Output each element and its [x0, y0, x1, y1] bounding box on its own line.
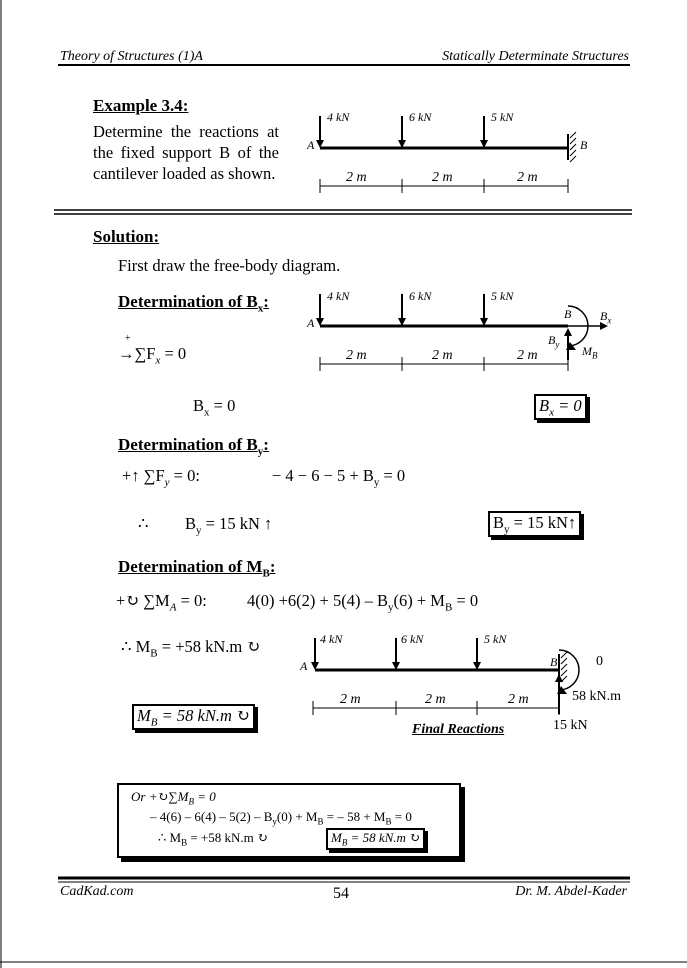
alt-line-1: $Or +↻\sum M_B = 0$: [131, 789, 216, 807]
load-label-2: 6 kN: [409, 110, 432, 124]
fbd-point-a: A: [307, 316, 315, 330]
final-caption: Final Reactions: [412, 722, 505, 737]
fbd-point-b: B: [564, 307, 572, 321]
page-number: 54: [333, 885, 349, 902]
final-zero-label: 0: [596, 654, 603, 669]
final-load-2: 6 kN: [401, 632, 424, 646]
by-result: $B_y = 15$ kN ↑: [185, 514, 273, 537]
header-left: Theory of Structures (1)A: [60, 49, 203, 64]
load-label-3: 5 kN: [491, 110, 514, 124]
alt-line-3: ∴ $M_B = +58$ kN.m ↻: [158, 830, 268, 848]
fbd-load-3: 5 kN: [491, 289, 514, 303]
fbd-by-label: $B_y$: [548, 333, 560, 350]
bx-boxed-result: $B_x = 0$: [534, 394, 587, 420]
point-b: B: [580, 138, 588, 152]
fbd-mb-label: $M_B$: [582, 344, 598, 361]
span-1: 2 m: [346, 170, 367, 185]
example-title: Example 3.4:: [93, 96, 189, 115]
span-2: 2 m: [432, 170, 453, 185]
by-equation: +↑ $\sum F_y = 0$:: [122, 466, 200, 489]
mb-result: ∴ $M_B = +58$ kN.m ↻: [121, 637, 261, 660]
fbd-load-2: 6 kN: [409, 289, 432, 303]
alt-boxed-result: $M_B = 58$ kN.m ↻: [326, 828, 425, 850]
final-span-2: 2 m: [425, 692, 446, 707]
fbd-span-3: 2 m: [517, 348, 538, 363]
solution-intro: First draw the free-body diagram.: [118, 256, 341, 275]
final-moment-label: 58 kN.m: [572, 689, 621, 704]
fbd-load-1: 4 kN: [327, 289, 350, 303]
final-diagram: [295, 630, 625, 730]
bx-equation: $\to\sum F_x = 0$: [118, 344, 187, 367]
load-label-1: 4 kN: [327, 110, 350, 124]
by-therefore: ∴: [138, 514, 149, 533]
final-point-a: A: [300, 659, 308, 673]
mb-boxed-result: $M_B = 58$ kN.m ↻: [132, 704, 255, 730]
by-equation-rhs: − $4 - 6 - 5 + B_y = 0$: [272, 466, 406, 489]
fbd-bx-label: $B_x$: [600, 309, 612, 326]
final-span-1: 2 m: [340, 692, 361, 707]
footer-left: CadKad.com: [60, 884, 134, 899]
span-3: 2 m: [517, 170, 538, 185]
point-a: A: [307, 138, 315, 152]
solution-title: Solution:: [93, 227, 160, 246]
fbd-diagram: [300, 288, 630, 378]
mb-title: Determination of $M_B$:: [118, 557, 276, 580]
alt-line-2: – $4(6) - 6(4) - 5(2) - B_y(0) + M_B$ = – $58 + M_B = 0$: [150, 809, 412, 827]
fbd-span-1: 2 m: [346, 348, 367, 363]
final-load-1: 4 kN: [320, 632, 343, 646]
bx-result: $B_x = 0$: [193, 396, 236, 419]
bx-sign: +: [125, 333, 131, 344]
header-right: Statically Determinate Structures: [442, 49, 629, 64]
final-load-3: 5 kN: [484, 632, 507, 646]
by-title: Determination of $B_y$:: [118, 435, 269, 458]
final-force-label: 15 kN: [553, 718, 588, 733]
example-text: Determine the reactions at the fixed support B of the cantilever loaded as shown.: [93, 122, 279, 183]
final-point-b: B: [550, 655, 558, 669]
by-boxed-result: $B_y = 15$ kN↑: [488, 511, 581, 537]
final-span-3: 2 m: [508, 692, 529, 707]
mb-equation-rhs: $4(0) +6(2) + 5(4) - B_y(6) + M_B = 0$: [247, 591, 479, 614]
bx-title: Determination of $B_x$:: [118, 292, 269, 315]
fbd-span-2: 2 m: [432, 348, 453, 363]
footer-right: Dr. M. Abdel-Kader: [515, 884, 627, 899]
mb-equation: +↻ $\sum M_A = 0$:: [116, 591, 207, 614]
